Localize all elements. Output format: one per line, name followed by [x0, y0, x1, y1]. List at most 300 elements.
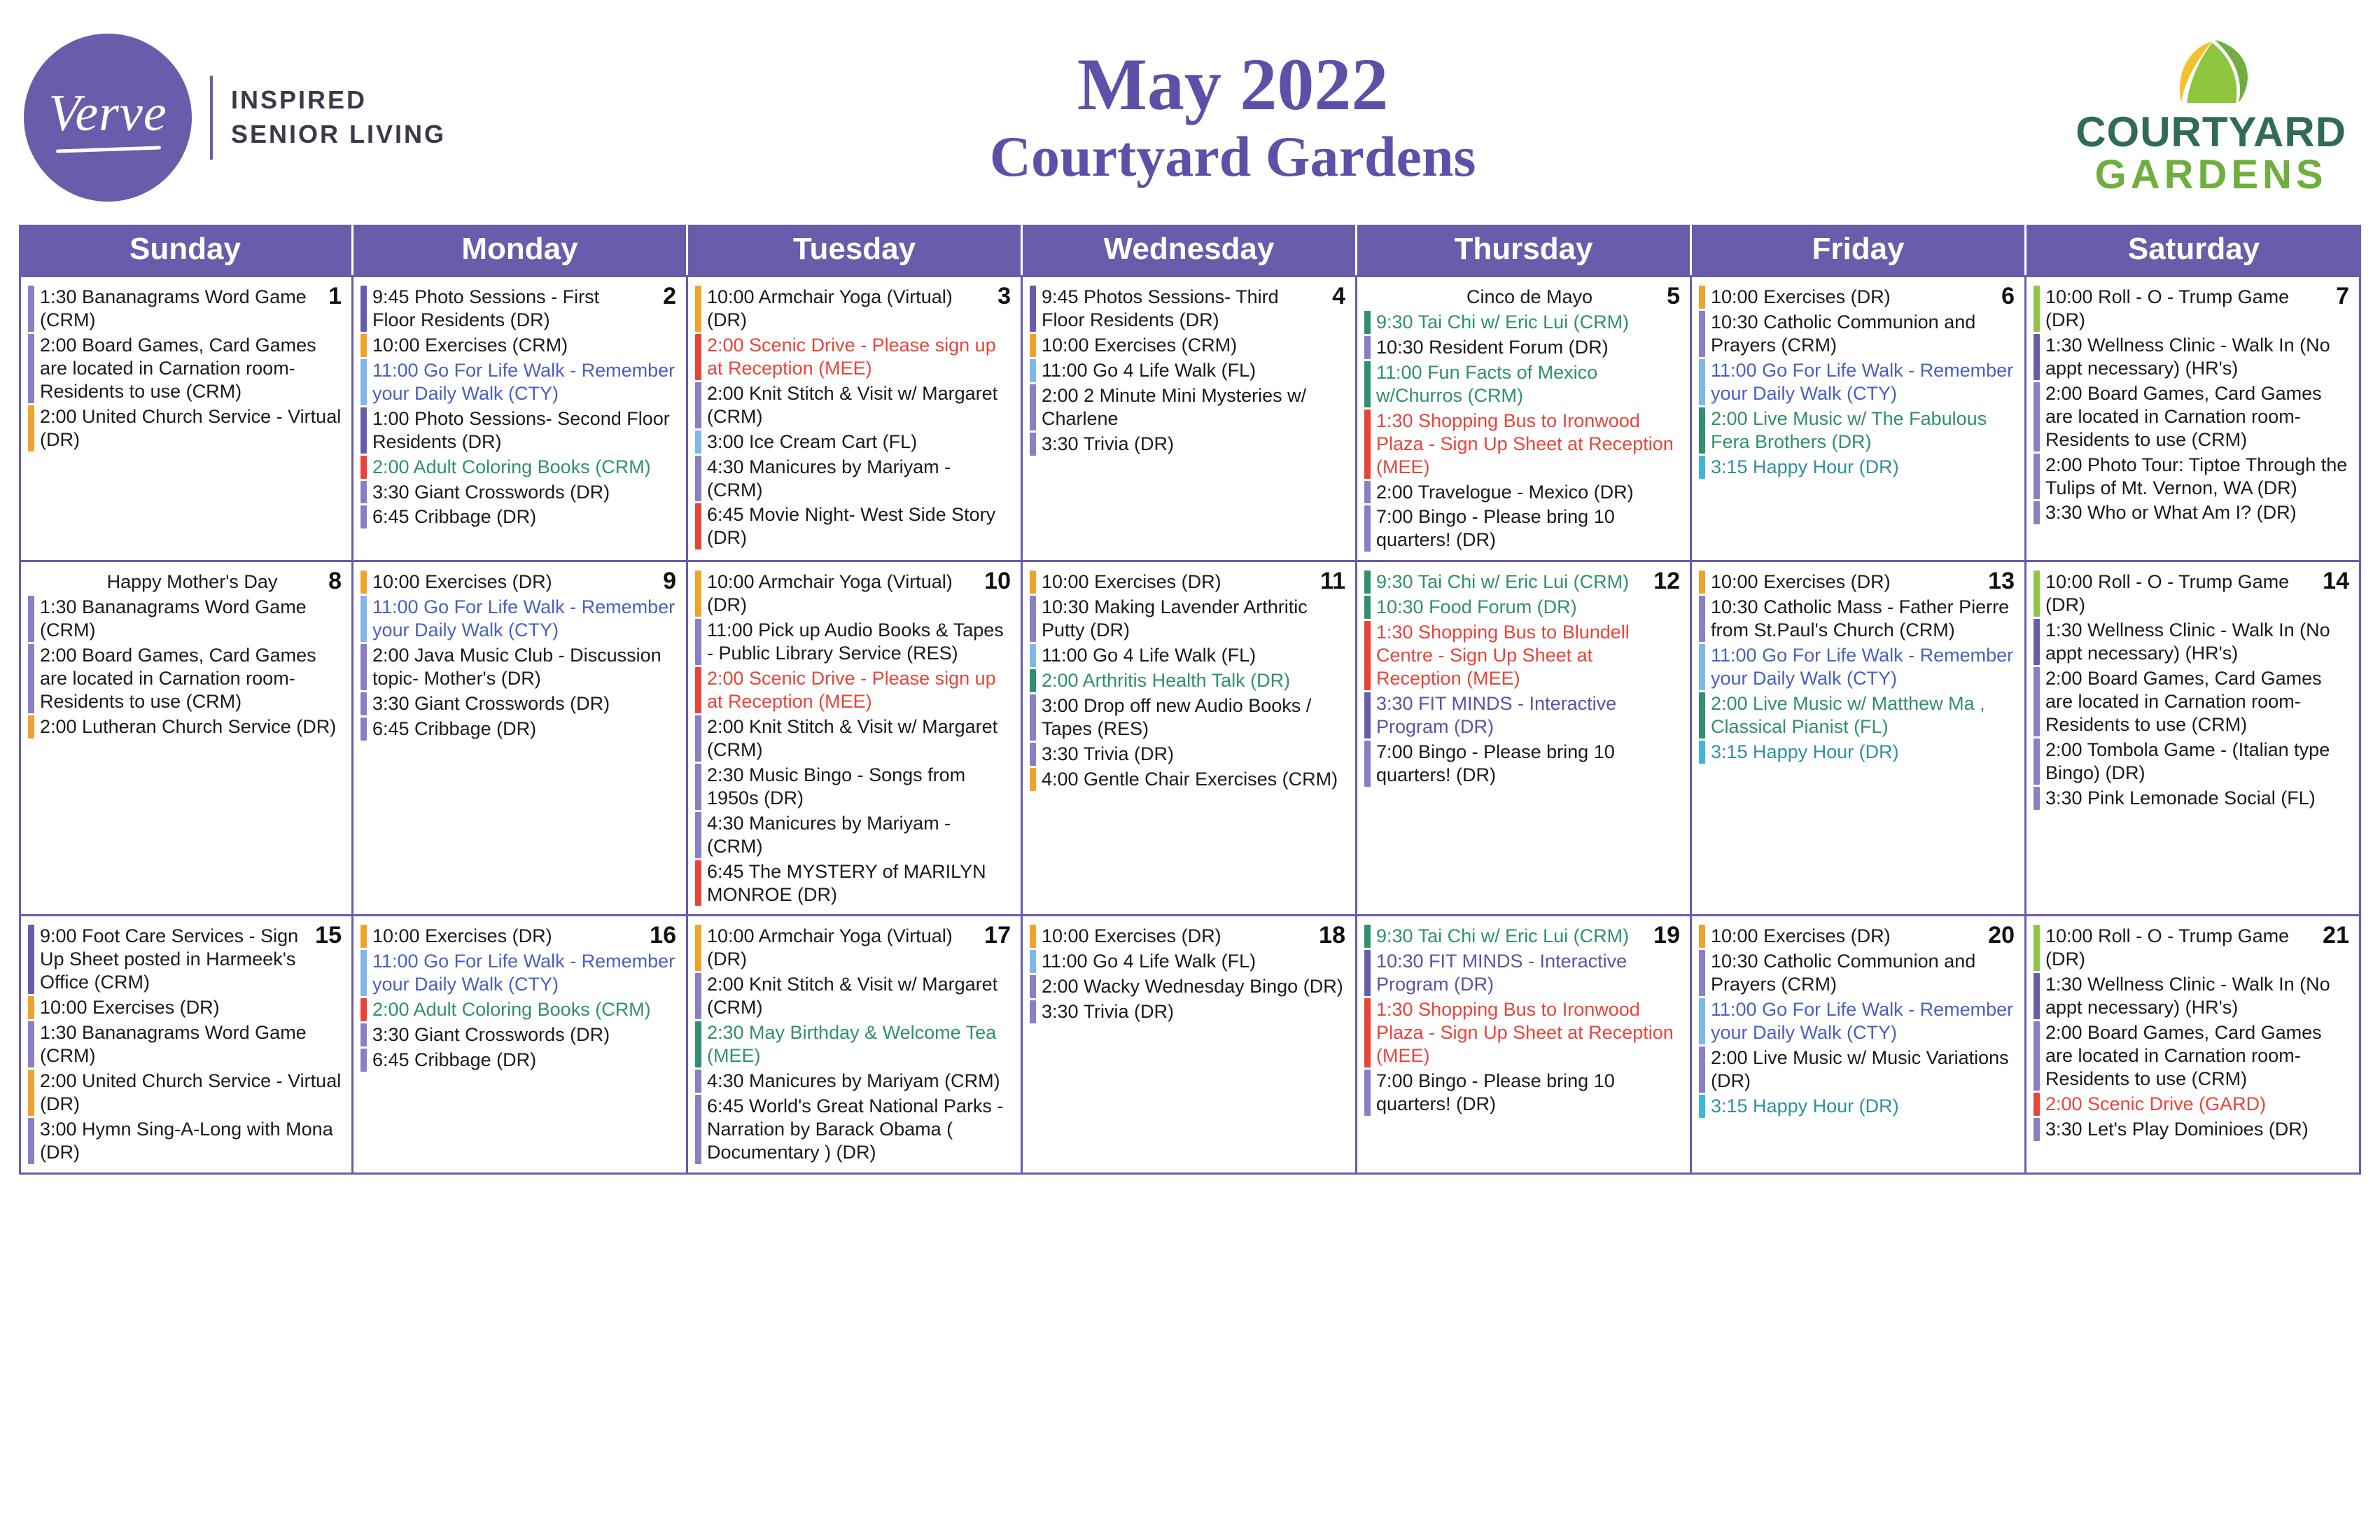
event-color-bar [360, 286, 367, 332]
day-number: 6 [2001, 283, 2015, 309]
event-text: 9:45 Photos Sessions- Third Floor Residents (DR) [1042, 286, 1279, 330]
calendar-event[interactable] [1364, 998, 1683, 1068]
event-color-bar [1030, 950, 1036, 973]
event-color-bar [695, 1095, 701, 1164]
calendar-event[interactable] [1030, 433, 1348, 456]
event-text: 2:00 Lutheran Church Service (DR) [40, 715, 337, 737]
brand-divider [210, 76, 213, 160]
calendar-event[interactable] [695, 812, 1014, 858]
event-text: 3:00 Drop off new Audio Books / Tapes (RES) [1042, 695, 1312, 739]
calendar-event[interactable] [1364, 481, 1683, 504]
day-number: 14 [2323, 568, 2349, 595]
event-color-bar [695, 503, 701, 550]
calendar-event[interactable] [360, 692, 679, 715]
event-text: 10:00 Exercises (DR) [1042, 925, 1222, 947]
event-text: 10:00 Roll - O - Trump Game (DR) [2045, 925, 2290, 970]
event-list [2033, 569, 2352, 809]
event-text: Happy Mother's Day [106, 571, 278, 593]
event-color-bar [1364, 596, 1371, 619]
calendar-event[interactable] [360, 998, 679, 1021]
calendar-event[interactable] [1699, 925, 2017, 948]
calendar-event[interactable] [695, 1095, 1014, 1164]
leaf-icon [2076, 38, 2346, 106]
calendar-event[interactable] [1699, 359, 2017, 405]
event-color-bar [1699, 1046, 1705, 1093]
calendar-event[interactable] [695, 715, 1014, 762]
event-list [360, 569, 679, 741]
calendar-day-cell[interactable] [19, 916, 354, 1174]
event-text: 10:30 Food Forum (DR) [1376, 596, 1577, 618]
event-color-bar [2033, 570, 2040, 617]
event-color-bar [695, 715, 701, 762]
brand-tagline [231, 83, 446, 151]
event-text: 2:00 Live Music w/ Music Variations (DR) [1711, 1047, 2009, 1092]
calendar-event[interactable] [28, 405, 344, 451]
event-color-bar [2033, 334, 2040, 380]
event-color-bar [2033, 1021, 2040, 1091]
event-color-bar [695, 382, 701, 428]
event-color-bar [1364, 481, 1371, 504]
event-color-bar [28, 286, 34, 332]
calendar-event[interactable] [360, 286, 679, 332]
calendar-event[interactable] [1699, 1095, 2017, 1118]
event-text: 10:00 Exercises (DR) [40, 997, 220, 1018]
event-color-bar [1364, 950, 1371, 996]
calendar-day-cell[interactable] [1357, 562, 1692, 916]
event-color-bar [695, 430, 701, 454]
event-color-bar [1699, 1095, 1705, 1118]
event-color-bar [1030, 694, 1036, 741]
calendar-event[interactable] [695, 570, 1014, 617]
event-color-bar [1030, 384, 1036, 430]
event-text: 1:30 Wellness Clinic - Walk In (No appt necessary) (HR's) [2045, 334, 2330, 379]
day-number: 2 [663, 283, 676, 309]
calendar-event[interactable] [1030, 1000, 1348, 1023]
event-text: 9:45 Photo Sessions - First Floor Residents (DR) [372, 286, 600, 330]
calendar-event[interactable] [695, 334, 1014, 380]
calendar-event[interactable] [1699, 286, 2017, 309]
calendar-event[interactable] [2033, 667, 2352, 736]
calendar-event[interactable] [28, 715, 344, 738]
event-color-bar [1030, 743, 1036, 766]
event-color-bar [1364, 570, 1371, 594]
calendar-event[interactable] [1364, 286, 1683, 309]
calendar-day-cell[interactable] [688, 275, 1023, 562]
calendar-day-cell[interactable] [1023, 562, 1357, 916]
event-list [2033, 923, 2352, 1140]
calendar-event[interactable] [1364, 361, 1683, 407]
event-color-bar [360, 456, 367, 479]
calendar-event[interactable] [28, 1021, 344, 1068]
event-text: 3:30 Pink Lemonade Social (FL) [2045, 787, 2316, 808]
event-color-bar [1699, 998, 1705, 1044]
event-text: Cinco de Mayo [1466, 286, 1593, 307]
event-color-bar [2033, 1093, 2040, 1116]
event-text: 10:00 Exercises (DR) [1711, 925, 1891, 947]
event-text: 10:00 Exercises (DR) [1711, 571, 1891, 593]
event-list [1030, 923, 1348, 1023]
page-title [989, 43, 1476, 190]
calendar-event[interactable] [1030, 334, 1348, 357]
day-number: 12 [1653, 568, 1680, 595]
event-text: 2:00 Adult Coloring Books (CRM) [372, 456, 651, 477]
calendar-event[interactable] [1364, 925, 1683, 948]
event-text: 2:00 Knit Stitch & Visit w/ Margaret (CRM) [707, 715, 998, 760]
calendar-event[interactable] [1699, 998, 2017, 1044]
event-color-bar [2033, 501, 2040, 524]
calendar-event[interactable] [1364, 336, 1683, 359]
calendar-event[interactable] [2033, 738, 2352, 785]
calendar-event[interactable] [360, 570, 679, 594]
event-text: 11:00 Go For Life Walk - Remember your Daily Walk (CTY) [372, 596, 676, 641]
event-color-bar [695, 925, 701, 971]
event-text: 2:00 Tombola Game - (Italian type Bingo) (DR) [2045, 738, 2330, 783]
event-color-bar [28, 334, 34, 403]
event-color-bar [1699, 311, 1705, 357]
day-number: 13 [1988, 568, 2015, 595]
event-text: 10:30 Catholic Mass - Father Pierre from St.Paul's Church (CRM) [1711, 596, 2010, 641]
calendar-event[interactable] [1364, 311, 1683, 334]
event-text: 11:00 Go 4 Life Walk (FL) [1042, 359, 1256, 381]
event-color-bar [28, 1070, 34, 1116]
calendar-event[interactable] [695, 860, 1014, 906]
event-color-bar [360, 718, 367, 741]
event-color-bar [1699, 950, 1705, 996]
calendar-event[interactable] [1030, 644, 1348, 667]
calendar-event[interactable] [2033, 334, 2352, 380]
event-text: 11:00 Go For Life Walk - Remember your Daily Walk (CTY) [1711, 359, 2014, 404]
day-of-week-thursday: Thursday [1357, 225, 1692, 275]
calendar-event[interactable] [695, 456, 1014, 502]
event-color-bar [1699, 570, 1705, 594]
calendar-event[interactable] [360, 950, 679, 996]
event-text: 10:00 Exercises (DR) [372, 571, 552, 593]
event-text: 11:00 Go 4 Life Walk (FL) [1042, 951, 1256, 972]
calendar-event[interactable] [1030, 359, 1348, 382]
event-color-bar [360, 925, 367, 948]
event-list [695, 569, 1014, 906]
calendar-event[interactable] [1699, 570, 2017, 594]
day-of-week-friday: Friday [1692, 225, 2026, 275]
event-color-bar [1030, 570, 1036, 594]
calendar-day-cell[interactable] [19, 275, 354, 562]
event-text: 2:00 Board Games, Card Games are located in Carnation room- Residents to use (CRM) [2045, 382, 2322, 450]
calendar-event[interactable] [695, 286, 1014, 332]
calendar-event[interactable] [695, 973, 1014, 1019]
day-of-week-sunday: Sunday [19, 225, 354, 275]
verve-logo-text: Verve [48, 84, 167, 142]
calendar-event[interactable] [1699, 692, 2017, 738]
calendar-event[interactable] [695, 667, 1014, 713]
calendar-event[interactable] [695, 764, 1014, 810]
calendar-event[interactable] [2033, 570, 2352, 617]
event-color-bar [2033, 1118, 2040, 1141]
event-color-bar [1364, 998, 1371, 1068]
event-color-bar [360, 998, 367, 1021]
calendar-day-cell[interactable] [1357, 916, 1692, 1174]
calendar-event[interactable] [360, 718, 679, 741]
event-text: 3:30 Who or What Am I? (DR) [2045, 502, 2297, 524]
page-header [17, 13, 2363, 223]
event-color-bar [695, 1070, 701, 1093]
event-text: 6:45 Cribbage (DR) [372, 718, 537, 739]
day-number: 21 [2323, 922, 2349, 949]
event-list [1030, 284, 1348, 456]
community-name: Courtyard Gardens [989, 124, 1476, 188]
event-list [360, 923, 679, 1072]
calendar-day-cell[interactable] [2026, 916, 2361, 1174]
calendar-event[interactable] [1699, 644, 2017, 690]
calendar-event[interactable] [2033, 1118, 2352, 1141]
calendar-event[interactable] [28, 286, 344, 332]
calendar-event[interactable] [2033, 382, 2352, 451]
event-text: 2:00 Board Games, Card Games are located in Carnation room- Residents to use (CRM) [40, 645, 316, 712]
verve-brand [24, 34, 446, 202]
event-text: 4:30 Manicures by Mariyam - (CRM) [707, 456, 951, 500]
day-number: 11 [1320, 568, 1345, 595]
calendar-event[interactable] [1699, 456, 2017, 479]
event-color-bar [1030, 975, 1036, 998]
calendar-event[interactable] [360, 407, 679, 454]
event-text: 6:45 Cribbage (DR) [372, 506, 537, 528]
calendar-day-cell[interactable] [1357, 275, 1692, 562]
calendar-event[interactable] [1030, 384, 1348, 430]
event-color-bar [360, 407, 367, 454]
event-text: 10:00 Exercises (DR) [1711, 286, 1891, 307]
calendar-event[interactable] [360, 481, 679, 504]
calendar-day-cell[interactable] [354, 275, 688, 562]
calendar-event[interactable] [1030, 570, 1348, 594]
day-of-week-saturday: Saturday [2026, 225, 2361, 275]
calendar-event[interactable] [695, 430, 1014, 454]
calendar-event[interactable] [360, 925, 679, 948]
brand-tagline-line1: INSPIRED [231, 85, 368, 115]
event-color-bar [1030, 334, 1036, 357]
event-color-bar [695, 764, 701, 810]
event-color-bar [1364, 361, 1371, 407]
calendar-event[interactable] [28, 334, 344, 403]
event-text: 3:00 Ice Cream Cart (FL) [707, 430, 918, 452]
calendar-day-cell[interactable] [354, 562, 688, 916]
event-color-bar [360, 505, 367, 528]
calendar-event[interactable] [1364, 692, 1683, 738]
calendar-day-cell[interactable] [354, 916, 688, 1174]
calendar-event[interactable] [1364, 621, 1683, 690]
calendar-event[interactable] [695, 1070, 1014, 1093]
calendar-event[interactable] [28, 996, 344, 1019]
calendar-day-cell[interactable] [1692, 562, 2026, 916]
day-of-week-monday: Monday [354, 225, 688, 275]
calendar-event[interactable] [1699, 596, 2017, 642]
event-list [1699, 923, 2017, 1118]
calendar-day-cell[interactable] [1692, 916, 2026, 1174]
calendar-week [19, 562, 2361, 916]
day-of-week-header [19, 225, 2361, 275]
calendar-event[interactable] [1364, 1070, 1683, 1116]
event-color-bar [28, 596, 34, 642]
event-color-bar [360, 596, 367, 642]
event-text: 10:00 Exercises (DR) [372, 925, 552, 947]
event-text: 3:30 Giant Crosswords (DR) [372, 1024, 610, 1046]
event-list [28, 923, 344, 1163]
event-text: 1:00 Photo Sessions- Second Floor Residents (DR) [372, 407, 670, 452]
calendar-event[interactable] [1030, 768, 1348, 791]
event-color-bar [1030, 286, 1036, 332]
day-number: 16 [650, 922, 676, 949]
event-list [1699, 284, 2017, 479]
calendar-day-cell[interactable] [2026, 275, 2361, 562]
calendar-day-cell[interactable] [1023, 916, 1357, 1174]
calendar-event[interactable] [1699, 311, 2017, 357]
calendar-event[interactable] [2033, 286, 2352, 332]
calendar-day-cell[interactable] [2026, 562, 2361, 916]
calendar-event[interactable] [2033, 1021, 2352, 1091]
event-text: 2:00 Knit Stitch & Visit w/ Margaret (CRM) [707, 382, 998, 427]
calendar-event[interactable] [1030, 975, 1348, 998]
event-color-bar [28, 644, 34, 713]
event-text: 2:00 Scenic Drive - Please sign up at Reception (MEE) [707, 668, 996, 712]
event-text: 4:00 Gentle Chair Exercises (CRM) [1042, 768, 1338, 790]
event-text: 2:00 United Church Service - Virtual (DR) [40, 1070, 342, 1114]
day-number: 19 [1653, 922, 1680, 949]
calendar-event[interactable] [1364, 741, 1683, 787]
event-text: 11:00 Go For Life Walk - Remember your Daily Walk (CTY) [372, 951, 676, 995]
event-color-bar [1699, 741, 1705, 764]
calendar-event[interactable] [2033, 454, 2352, 500]
calendar-event[interactable] [360, 1049, 679, 1072]
event-list [28, 569, 344, 738]
calendar-event[interactable] [28, 925, 344, 994]
event-text: 2:30 Music Bingo - Songs from 1950s (DR) [707, 764, 966, 808]
event-text: 1:30 Bananagrams Word Game (CRM) [40, 286, 307, 330]
calendar-event[interactable] [2033, 1093, 2352, 1116]
calendar-event[interactable] [360, 596, 679, 642]
calendar-day-cell[interactable] [1023, 275, 1357, 562]
event-color-bar [1364, 410, 1371, 479]
event-color-bar [695, 334, 701, 380]
calendar-event[interactable] [28, 1070, 344, 1116]
calendar-event[interactable] [360, 359, 679, 405]
event-color-bar [695, 973, 701, 1019]
event-text: 1:30 Shopping Bus to Ironwood Plaza - Sign Up Sheet at Reception (MEE) [1376, 999, 1674, 1067]
event-color-bar [28, 925, 34, 994]
calendar-event[interactable] [360, 456, 679, 479]
calendar-day-cell[interactable] [688, 562, 1023, 916]
event-text: 1:30 Wellness Clinic - Walk In (No appt necessary) (HR's) [2045, 620, 2330, 664]
event-text: 11:00 Fun Facts of Mexico w/Churros (CRM) [1376, 361, 1598, 406]
calendar-event[interactable] [1364, 410, 1683, 479]
calendar-event[interactable] [1030, 925, 1348, 948]
day-number: 8 [328, 568, 342, 595]
calendar-event[interactable] [1030, 669, 1348, 692]
calendar-event[interactable] [695, 382, 1014, 428]
calendar-day-cell[interactable] [1692, 275, 2026, 562]
calendar-event[interactable] [28, 1118, 344, 1164]
event-color-bar [1030, 359, 1036, 382]
calendar-event[interactable] [1699, 950, 2017, 996]
calendar-event[interactable] [28, 644, 344, 713]
event-color-bar [28, 405, 34, 451]
event-text: 1:30 Shopping Bus to Blundell Centre - Sign Up Sheet at Reception (MEE) [1376, 622, 1630, 690]
calendar-grid [17, 223, 2363, 1177]
calendar-event[interactable] [2033, 973, 2352, 1019]
calendar-event[interactable] [1030, 286, 1348, 332]
calendar-event[interactable] [695, 503, 1014, 550]
event-text: 7:00 Bingo - Please bring 10 quarters! (DR) [1376, 506, 1615, 551]
calendar-weeks [19, 275, 2361, 1175]
event-text: 1:30 Bananagrams Word Game (CRM) [40, 1022, 307, 1067]
calendar-event[interactable] [1699, 407, 2017, 454]
day-number: 20 [1988, 922, 2015, 949]
calendar-event[interactable] [1030, 596, 1348, 642]
event-color-bar [360, 570, 367, 594]
calendar-event[interactable] [360, 1023, 679, 1046]
calendar-event[interactable] [1699, 741, 2017, 764]
event-text: 1:30 Shopping Bus to Ironwood Plaza - Sign Up Sheet at Reception (MEE) [1376, 410, 1674, 477]
calendar-event[interactable] [1364, 596, 1683, 619]
calendar-event[interactable] [1030, 950, 1348, 973]
calendar-event[interactable] [695, 619, 1014, 665]
calendar-event[interactable] [1699, 1046, 2017, 1093]
calendar-event[interactable] [28, 596, 344, 642]
calendar-event[interactable] [360, 644, 679, 690]
calendar-event[interactable] [2033, 501, 2352, 524]
calendar-event[interactable] [360, 334, 679, 357]
calendar-event[interactable] [360, 505, 679, 528]
event-text: 3:30 Trivia (DR) [1042, 433, 1175, 454]
day-number: 1 [328, 283, 342, 309]
calendar-event[interactable] [1030, 694, 1348, 741]
event-text: 3:15 Happy Hour (DR) [1711, 1096, 1899, 1116]
event-color-bar [360, 950, 367, 996]
calendar-event[interactable] [695, 925, 1014, 971]
event-list [1030, 569, 1348, 790]
event-color-bar [2033, 925, 2040, 971]
event-text: 9:30 Tai Chi w/ Eric Lui (CRM) [1376, 925, 1630, 947]
event-text: 6:45 Movie Night- West Side Story (DR) [707, 504, 996, 549]
calendar-day-cell[interactable] [19, 562, 354, 916]
calendar-event[interactable] [2033, 925, 2352, 971]
event-color-bar [1364, 1070, 1371, 1116]
event-text: 2:30 May Birthday & Welcome Tea (MEE) [707, 1022, 997, 1067]
day-of-week-wednesday: Wednesday [1023, 225, 1357, 275]
calendar-event[interactable] [2033, 787, 2352, 810]
calendar-event[interactable] [1364, 950, 1683, 996]
day-number: 18 [1319, 922, 1345, 949]
event-text: 2:00 Wacky Wednesday Bingo (DR) [1042, 976, 1343, 997]
event-text: 10:00 Armchair Yoga (Virtual) (DR) [707, 571, 953, 616]
calendar-event[interactable] [695, 1021, 1014, 1068]
calendar-event[interactable] [1030, 743, 1348, 766]
event-text: 2:00 Board Games, Card Games are located in Carnation room- Residents to use (CRM) [2045, 668, 2322, 735]
day-number: 7 [2336, 283, 2349, 309]
calendar-day-cell[interactable] [688, 916, 1023, 1174]
event-color-bar [1699, 644, 1705, 690]
event-color-bar [1364, 621, 1371, 690]
event-color-bar [695, 1021, 701, 1068]
event-text: 2:00 Board Games, Card Games are located in Carnation room- Residents to use (CRM) [2045, 1022, 2322, 1090]
calendar-event[interactable] [1364, 570, 1683, 594]
calendar-event[interactable] [28, 570, 344, 594]
courtyard-gardens-logo [2076, 38, 2356, 197]
calendar-event[interactable] [2033, 619, 2352, 665]
event-color-bar [1699, 596, 1705, 642]
event-text: 6:45 Cribbage (DR) [372, 1049, 537, 1071]
event-text: 2:00 Live Music w/ Matthew Ma , Classical Pianist (FL) [1711, 693, 1985, 737]
calendar-event[interactable] [1364, 505, 1683, 552]
calendar-month-title: May 2022 [1077, 43, 1389, 126]
event-color-bar [360, 644, 367, 690]
